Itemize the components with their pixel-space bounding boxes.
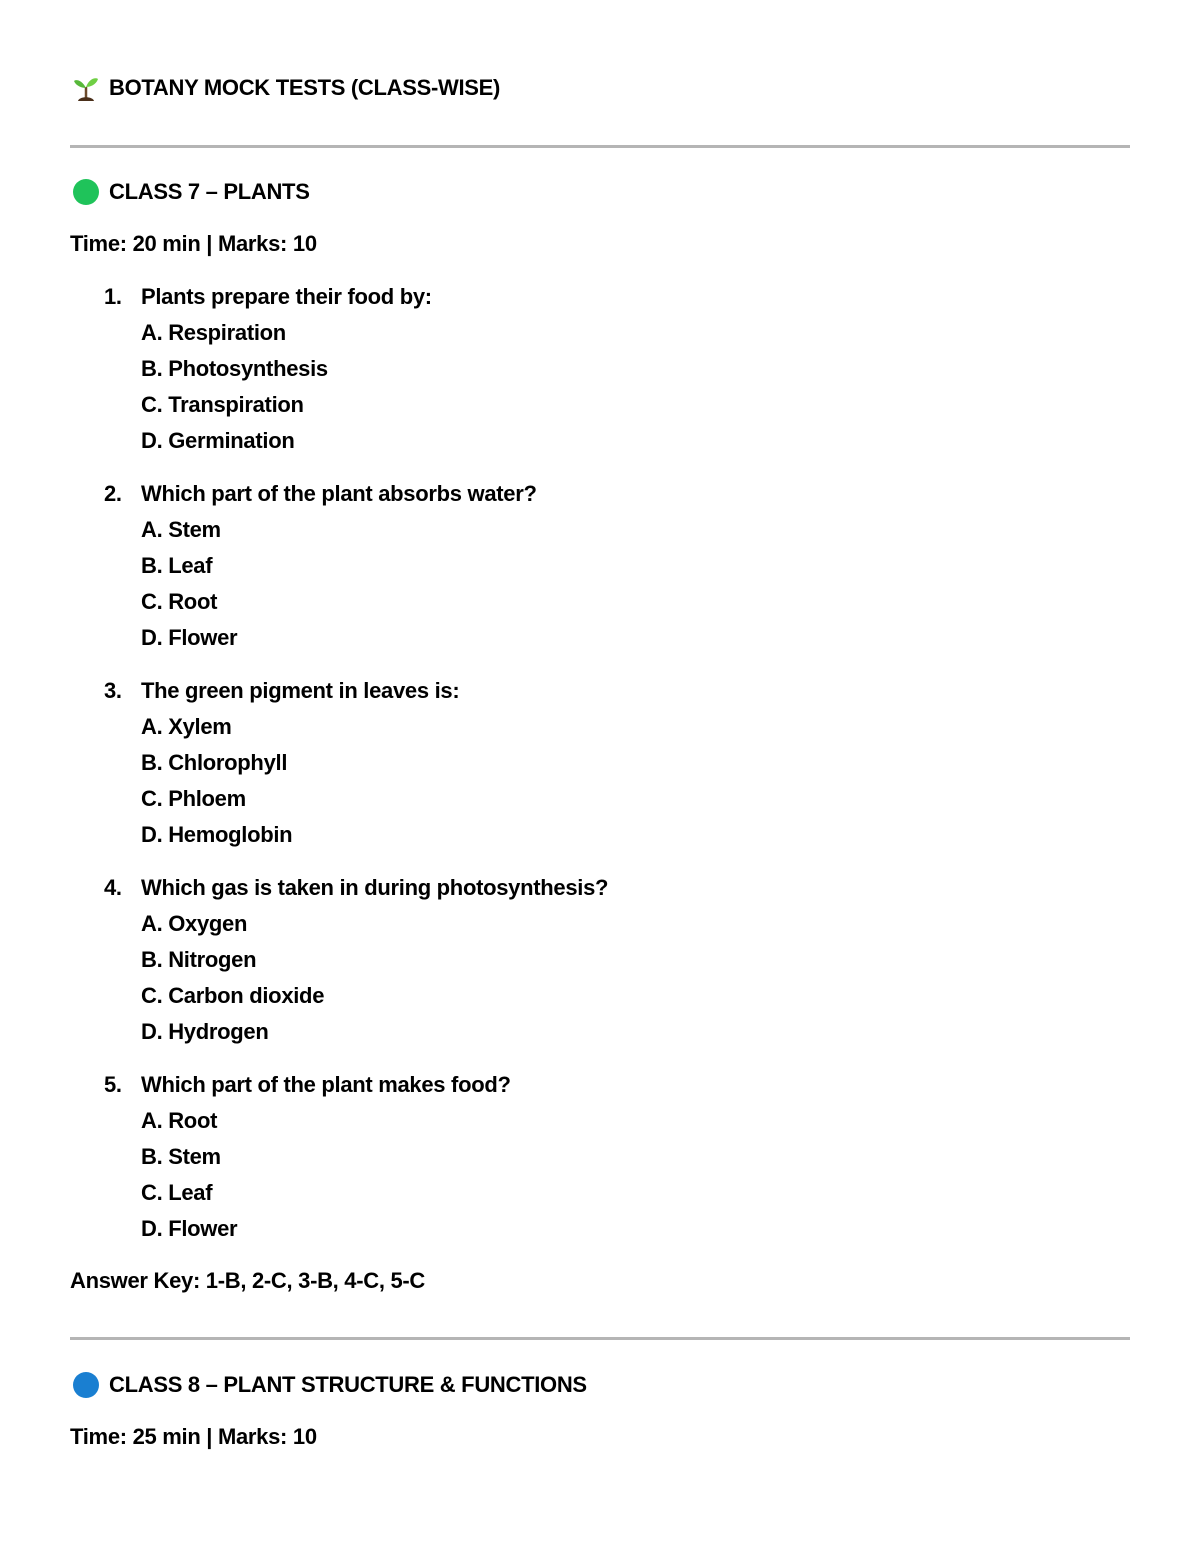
option: A. Respiration <box>141 320 286 345</box>
question-text: Which part of the plant absorbs water? <box>141 481 537 506</box>
option: A. Root <box>141 1108 218 1133</box>
question-number: 2. <box>104 481 122 506</box>
time-marks: Time: 20 min | Marks: 10 <box>70 231 317 256</box>
option: D. Germination <box>141 428 295 453</box>
option: D. Hemoglobin <box>141 822 293 847</box>
option: D. Hydrogen <box>141 1019 269 1044</box>
option: C. Phloem <box>141 786 246 811</box>
option: B. Stem <box>141 1144 221 1169</box>
option: D. Flower <box>141 1216 238 1241</box>
page-title: BOTANY MOCK TESTS (CLASS-WISE) <box>109 75 501 100</box>
seedling-icon <box>73 74 99 102</box>
section-title: CLASS 8 – PLANT STRUCTURE & FUNCTIONS <box>109 1372 587 1397</box>
question-text: The green pigment in leaves is: <box>141 678 460 703</box>
option: B. Photosynthesis <box>141 356 328 381</box>
option: C. Transpiration <box>141 392 304 417</box>
option: C. Carbon dioxide <box>141 983 325 1008</box>
question-number: 3. <box>104 678 122 703</box>
blue-circle-icon <box>73 1372 99 1398</box>
option: C. Leaf <box>141 1180 213 1205</box>
question-text: Which part of the plant makes food? <box>141 1072 511 1097</box>
option: A. Oxygen <box>141 911 248 936</box>
option: A. Stem <box>141 517 221 542</box>
divider <box>70 1337 1130 1340</box>
divider <box>70 145 1130 148</box>
option: D. Flower <box>141 625 238 650</box>
green-circle-icon <box>73 179 99 205</box>
option: C. Root <box>141 589 218 614</box>
time-marks: Time: 25 min | Marks: 10 <box>70 1424 317 1449</box>
question-number: 4. <box>104 875 122 900</box>
option: B. Leaf <box>141 553 213 578</box>
option: A. Xylem <box>141 714 232 739</box>
question-text: Which gas is taken in during photosynthesis? <box>141 875 609 900</box>
section-heading-class-7 <box>73 176 310 208</box>
question-number: 1. <box>104 284 122 309</box>
document-title <box>73 72 500 104</box>
section-title: CLASS 7 – PLANTS <box>109 179 310 204</box>
option: B. Chlorophyll <box>141 750 288 775</box>
section-heading-class-8 <box>73 1369 587 1401</box>
answer-key: Answer Key: 1-B, 2-C, 3-B, 4-C, 5-C <box>70 1268 426 1293</box>
question-text: Plants prepare their food by: <box>141 284 432 309</box>
option: B. Nitrogen <box>141 947 257 972</box>
question-number: 5. <box>104 1072 122 1097</box>
